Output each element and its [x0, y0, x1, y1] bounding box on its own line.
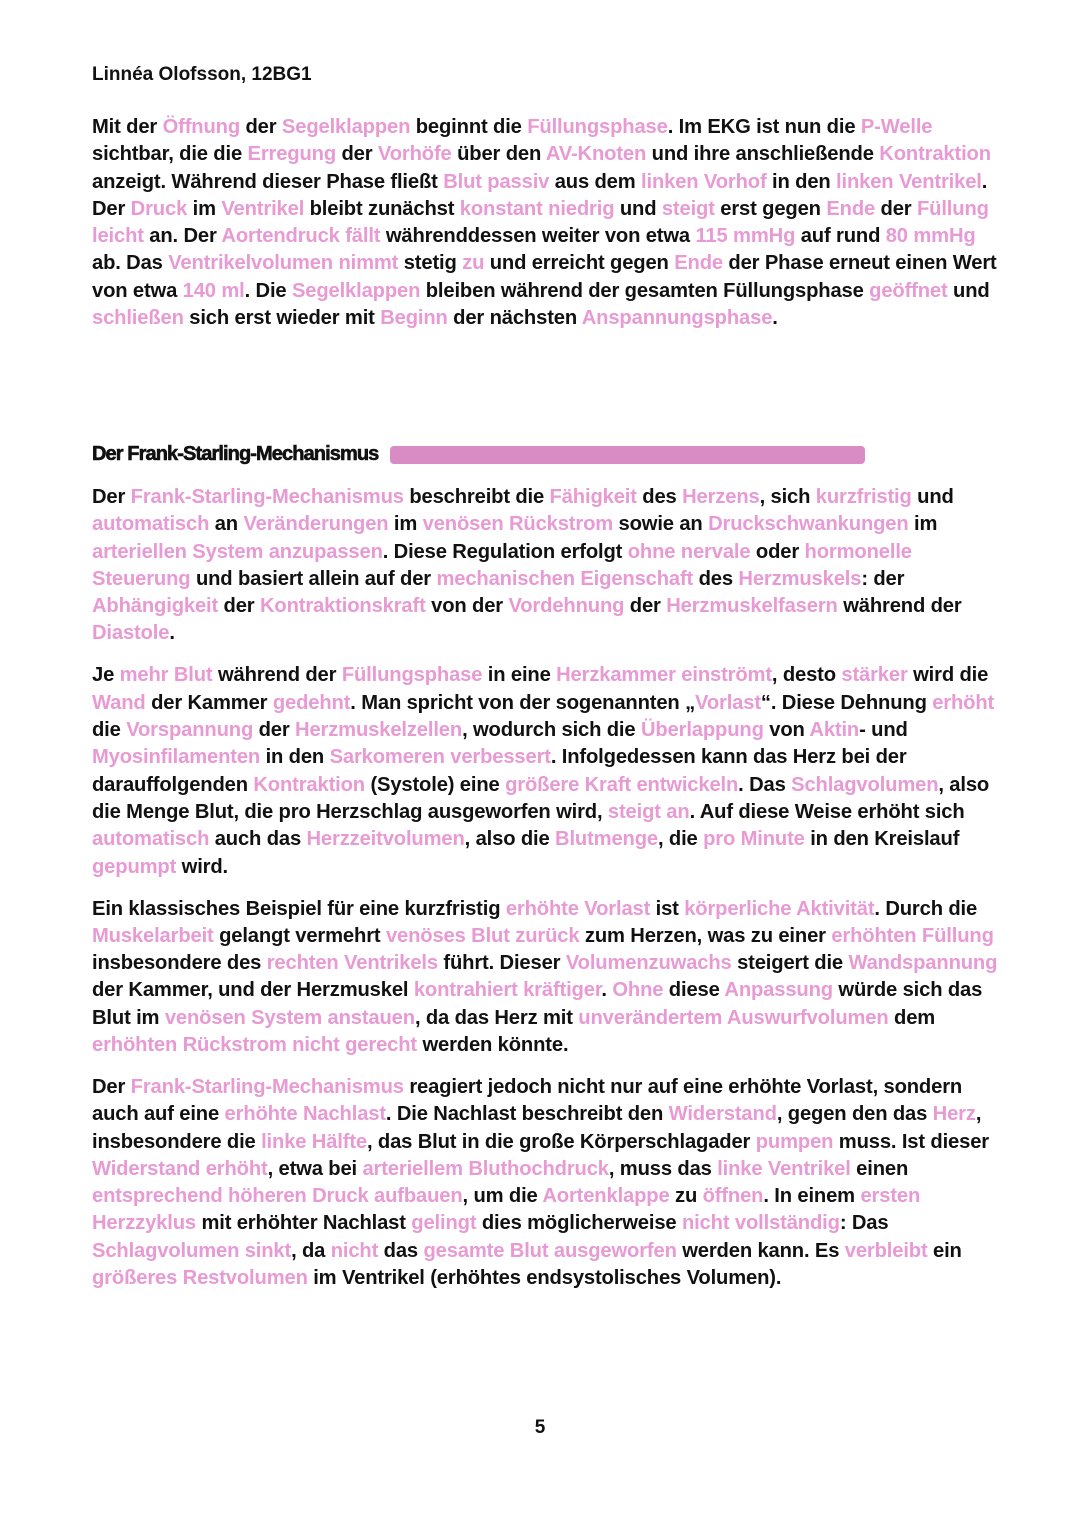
text-run: im	[388, 513, 423, 536]
highlighted-term: schließen	[92, 307, 184, 330]
text-run: auf rund	[795, 225, 886, 248]
highlighted-term: Füllungsphase	[527, 116, 668, 138]
highlighted-term: erhöht	[932, 691, 995, 714]
highlighted-term: Ohne	[612, 979, 664, 1002]
highlighted-term: kurzfristig	[815, 486, 912, 508]
text-run: der	[240, 116, 282, 138]
text-run: währenddessen weiter von etwa	[380, 225, 696, 248]
highlighted-term: konstant niedrig	[459, 197, 615, 220]
highlighted-term: Abhängigkeit	[92, 595, 219, 618]
text-run: der Phase erneut einen Wert von etwa	[92, 252, 997, 302]
highlighted-term: mechanischen Eigenschaft	[436, 567, 694, 590]
highlighted-term: Vordehnung	[508, 595, 625, 618]
text-run: während der	[837, 595, 962, 618]
highlighted-term: Herzmuskels	[738, 567, 862, 590]
highlighted-term: Herzzeitvolumen	[306, 828, 465, 851]
highlighted-term: Druck	[130, 197, 188, 220]
highlighted-term: Muskelarbeit	[92, 924, 214, 947]
highlighted-term: Ende	[674, 252, 723, 275]
text-run: muss. Ist dieser	[833, 1130, 989, 1153]
paragraph	[92, 662, 1002, 880]
text-run: , gegen den das	[776, 1103, 933, 1126]
text-run: ist	[650, 897, 685, 920]
text-run: des	[636, 486, 683, 508]
paragraph	[92, 896, 1002, 1060]
highlighted-term: körperliche Aktivität	[684, 897, 875, 920]
highlighted-term: Widerstand erhöht	[92, 1157, 268, 1180]
text-run: bleiben während der gesamten Füllungsphase	[420, 279, 870, 302]
highlighted-term: Aktin	[809, 719, 860, 742]
text-run: der Kammer	[145, 691, 273, 714]
highlighted-term: steigt	[661, 197, 715, 220]
highlighted-term: pro Minute	[703, 828, 805, 851]
document-header-author: Linnéa Olofsson, 12BG1	[92, 64, 312, 85]
highlighted-term: Fähigkeit	[549, 486, 637, 508]
text-run: , da	[291, 1239, 331, 1262]
text-run: mit erhöhter Nachlast	[195, 1212, 412, 1235]
text-run: gelangt vermehrt	[213, 924, 386, 947]
text-run: an. Der	[143, 225, 222, 248]
text-run: und basiert allein auf der	[190, 567, 437, 590]
highlighted-term: unverändertem Auswurfvolumen	[578, 1006, 889, 1029]
text-run: - und	[859, 719, 908, 742]
highlighted-term: Vorspannung	[126, 719, 254, 742]
highlighted-term: zu	[462, 252, 485, 275]
text-run: dem	[888, 1006, 936, 1029]
text-run: und ihre anschließende	[646, 143, 880, 166]
highlighted-term: mehr Blut	[119, 664, 213, 687]
text-run: . Auf diese Weise erhöht sich	[689, 800, 965, 823]
highlighted-term: gelingt	[411, 1212, 477, 1235]
highlighted-term: Wandspannung	[848, 952, 998, 975]
text-run: , die	[658, 828, 704, 851]
text-run: ab. Das	[92, 252, 169, 275]
text-run: beginnt die	[410, 116, 528, 138]
text-run: und	[614, 197, 662, 220]
text-run: der	[336, 143, 378, 166]
text-run: bleibt zunächst	[304, 197, 460, 220]
text-run: . Das	[738, 773, 792, 796]
text-run: .	[169, 622, 175, 645]
highlighted-term: Veränderungen	[243, 513, 389, 536]
page-number: 5	[534, 1417, 546, 1438]
highlighted-term: Volumenzuwachs	[565, 952, 732, 975]
text-run: , etwa bei	[267, 1157, 363, 1180]
highlighted-term: nicht vollständig	[681, 1212, 840, 1235]
highlighted-term: steigt an	[607, 800, 690, 823]
text-run: in eine	[482, 664, 557, 687]
highlighted-term: Beginn	[380, 307, 448, 330]
text-run: Der	[92, 486, 131, 508]
text-run: der nächsten	[447, 307, 582, 330]
text-run: steigert die	[731, 952, 849, 975]
highlighted-term: ohne nervale	[627, 540, 751, 563]
highlighted-term: Anspannungsphase	[581, 307, 773, 330]
text-run: im Ventrikel (erhöhtes endsystolisches Volumen).	[307, 1267, 782, 1290]
highlighted-term: Ende	[826, 197, 876, 220]
text-run: Mit der	[92, 116, 163, 138]
text-run: in den Kreislauf	[804, 828, 960, 851]
highlighted-term: erhöhte Vorlast	[505, 897, 651, 920]
text-run: , also die	[464, 828, 556, 851]
text-run: , desto	[771, 664, 842, 687]
highlighted-term: Wand	[92, 691, 146, 714]
text-run: würde sich das Blut im	[92, 979, 983, 1029]
text-run: während der	[212, 664, 342, 687]
highlighted-term: Frank-Starling-Mechanismus	[130, 486, 404, 508]
text-run: . Der	[92, 170, 988, 220]
text-run: ein	[927, 1239, 962, 1262]
text-run: oder	[750, 540, 805, 563]
text-run: anzeigt. Während dieser Phase fließt	[92, 170, 444, 193]
highlighted-term: pumpen	[755, 1130, 834, 1153]
highlighted-term: 140 ml	[182, 279, 245, 302]
highlighted-term: Ventrikelvolumen nimmt	[168, 252, 399, 275]
highlighted-term: erhöhte Nachlast	[224, 1103, 386, 1126]
highlighted-term: linke Ventrikel	[717, 1157, 851, 1180]
highlighted-term: Herzmuskelzellen	[295, 719, 463, 742]
highlighted-term: Herzmuskelfasern	[666, 595, 838, 618]
highlighted-term: Vorhöfe	[377, 143, 452, 166]
highlighted-term: nicht	[330, 1239, 379, 1262]
highlighted-term: rechten Ventrikels	[266, 952, 438, 975]
highlighted-term: Überlappung	[640, 719, 764, 742]
highlighted-term: arteriellen System anzupassen	[92, 540, 383, 563]
text-run: dies möglicherweise	[476, 1212, 682, 1235]
highlighted-term: Anpassung	[724, 979, 833, 1002]
text-run: auch das	[209, 828, 307, 851]
text-run: und	[947, 279, 990, 302]
highlighted-term: Aortenklappe	[542, 1185, 670, 1208]
text-run: . Im EKG ist nun die	[667, 116, 861, 138]
text-run: , um die	[462, 1185, 543, 1208]
text-run: sich erst wieder mit	[183, 307, 381, 330]
highlighted-term: entsprechend höheren Druck aufbauen	[92, 1185, 463, 1208]
text-run: : Das	[839, 1212, 889, 1235]
highlighted-term: Kontraktionskraft	[259, 595, 426, 618]
highlighted-term: gesamte Blut ausgeworfen	[423, 1239, 677, 1262]
highlighted-term: Füllungsphase	[341, 664, 483, 687]
highlighted-term: 115 mmHg	[695, 225, 796, 248]
text-run: , da das Herz mit	[414, 1006, 579, 1029]
section-frank-starling	[92, 484, 1002, 1307]
highlighted-term: Vorlast	[695, 691, 761, 714]
highlighted-term: Schlagvolumen sinkt	[92, 1239, 292, 1262]
highlighted-term: Segelklappen	[281, 116, 411, 138]
text-run: : der	[861, 567, 905, 590]
text-run: der	[253, 719, 296, 742]
highlighted-term: Blut passiv	[443, 170, 550, 193]
highlighted-term: stärker	[841, 664, 908, 687]
text-run: der Kammer, und der Herzmuskel	[92, 979, 414, 1002]
text-run: (Systole) eine	[364, 773, 506, 796]
text-run: der	[624, 595, 667, 618]
highlighted-term: venösen Rückstrom	[422, 513, 614, 536]
highlighted-term: Frank-Starling-Mechanismus	[130, 1076, 404, 1098]
highlighted-term: Füllung leicht	[92, 197, 989, 248]
highlighted-term: gepumpt	[92, 855, 177, 878]
text-run: “. Diese Dehnung	[760, 691, 933, 714]
highlighted-term: venösen System anstauen	[164, 1006, 415, 1029]
text-run: . Man spricht von der sogenannten „	[350, 691, 696, 714]
highlighted-term: Aortendruck fällt	[221, 225, 381, 248]
highlighted-term: Herz	[932, 1103, 976, 1126]
text-run: beschreibt die	[403, 486, 550, 508]
text-run: . Infolgedessen kann das Herz bei der darauffolgenden	[92, 746, 907, 796]
text-run: im	[187, 197, 222, 220]
highlighted-term: Ventrikel	[221, 197, 305, 220]
highlighted-term: Sarkomeren verbessert	[329, 746, 551, 769]
highlighted-term: erhöhten Rückstrom nicht gerecht	[92, 1034, 417, 1057]
text-run: der	[218, 595, 260, 618]
highlighted-term: kontrahiert kräftiger	[413, 979, 602, 1002]
highlighted-term: Druckschwankungen	[708, 513, 909, 536]
text-run: an	[209, 513, 244, 536]
text-run: das	[378, 1239, 424, 1262]
text-run: Ein klassisches Beispiel für eine kurzfristig	[92, 897, 506, 920]
text-run: und erreicht gegen	[484, 252, 675, 275]
highlighted-term: 80 mmHg	[885, 225, 976, 248]
highlighted-term: größere Kraft entwickeln	[505, 773, 739, 796]
text-run: der	[875, 197, 917, 220]
text-run: , wodurch sich die	[462, 719, 641, 742]
highlighted-term: linken Vorhof	[641, 170, 767, 193]
highlighted-term: AV-Knoten	[545, 143, 647, 166]
text-run: . Die Nachlast beschreibt den	[385, 1103, 669, 1126]
text-run: in den	[260, 746, 330, 769]
paragraph	[92, 1074, 1002, 1292]
text-run: . Diese Regulation erfolgt	[382, 540, 628, 563]
text-run: wird.	[176, 855, 229, 878]
highlighted-term: Herzkammer einströmt	[556, 664, 772, 687]
text-run: .	[772, 307, 778, 330]
text-run: aus dem	[549, 170, 642, 193]
text-run: , das Blut in die große Körperschlagader	[367, 1130, 756, 1153]
highlighted-term: Herzens	[682, 486, 760, 508]
text-run: die	[92, 719, 127, 742]
highlighted-term: linke Hälfte	[261, 1130, 367, 1153]
section-fuellungsphase	[92, 114, 1002, 347]
text-run: im	[908, 513, 938, 536]
text-run: .	[601, 979, 613, 1002]
text-run: sowie an	[613, 513, 709, 536]
highlighted-term: erhöhten Füllung	[831, 924, 994, 947]
highlighted-term: gedehnt	[272, 691, 351, 714]
highlighted-term: Segelklappen	[291, 279, 421, 302]
text-run: in den	[766, 170, 837, 193]
text-run: zum Herzen, was zu einer	[579, 924, 832, 947]
text-run: . Durch die	[874, 897, 978, 920]
text-run: reagiert jedoch nicht nur auf eine erhöhte Vorlast, sondern auch auf eine	[92, 1076, 963, 1126]
text-run: sichtbar, die die	[92, 143, 248, 166]
highlighted-term: ersten Herzzyklus	[92, 1185, 921, 1235]
text-run: , also die Menge Blut, die pro Herzschlag ausgeworfen wird,	[92, 773, 990, 823]
highlighted-term: P-Welle	[860, 116, 933, 138]
text-run: . In einem	[763, 1185, 861, 1208]
highlighted-term: Widerstand	[668, 1103, 777, 1126]
text-run: , muss das	[608, 1157, 718, 1180]
heading-title: Der Frank-Starling-Mechanismus	[92, 443, 379, 465]
highlighted-term: größeres Restvolumen	[92, 1267, 308, 1290]
highlighted-term: automatisch	[92, 828, 210, 851]
text-run: werden könnte.	[416, 1034, 569, 1057]
text-run: , insbesondere die	[92, 1103, 982, 1153]
text-run: und	[911, 486, 954, 508]
text-run: erst gegen	[714, 197, 827, 220]
text-run: einen	[850, 1157, 909, 1180]
text-run: stetig	[398, 252, 463, 275]
highlighted-term: Myosinfilamenten	[92, 746, 261, 769]
heading-highlight-bar	[390, 446, 865, 464]
paragraph	[92, 484, 1002, 648]
text-run: insbesondere des	[92, 952, 267, 975]
text-run: Je	[92, 664, 120, 687]
highlighted-term: linken Ventrikel	[836, 170, 982, 193]
highlighted-term: Diastole	[92, 622, 170, 645]
text-run: des	[693, 567, 739, 590]
text-run: von der	[425, 595, 509, 618]
text-run: von	[763, 719, 810, 742]
text-run: führt. Dieser	[437, 952, 566, 975]
highlighted-term: öffnen	[702, 1185, 764, 1208]
text-run: zu	[669, 1185, 703, 1208]
highlighted-term: Blutmenge	[555, 828, 658, 851]
highlighted-term: verbleibt	[844, 1239, 928, 1262]
text-run: wird die	[907, 664, 989, 687]
highlighted-term: hormonelle Steuerung	[92, 540, 912, 590]
highlighted-term: Öffnung	[162, 116, 241, 138]
highlighted-term: venöses Blut zurück	[385, 924, 580, 947]
highlighted-term: Kontraktion	[879, 143, 991, 166]
highlighted-term: Schlagvolumen	[791, 773, 939, 796]
highlighted-term: Kontraktion	[253, 773, 365, 796]
text-run: . Die	[244, 279, 292, 302]
text-run: werden kann. Es	[676, 1239, 845, 1262]
paragraph	[92, 114, 1002, 332]
highlighted-term: geöffnet	[869, 279, 948, 302]
section-heading	[92, 443, 865, 466]
highlighted-term: Erregung	[247, 143, 337, 166]
highlighted-term: arteriellem Bluthochdruck	[362, 1157, 609, 1180]
text-run: über den	[451, 143, 546, 166]
text-run: Der	[92, 1076, 131, 1098]
highlighted-term: automatisch	[92, 513, 210, 536]
text-run: , sich	[759, 486, 816, 508]
text-run: diese	[663, 979, 725, 1002]
